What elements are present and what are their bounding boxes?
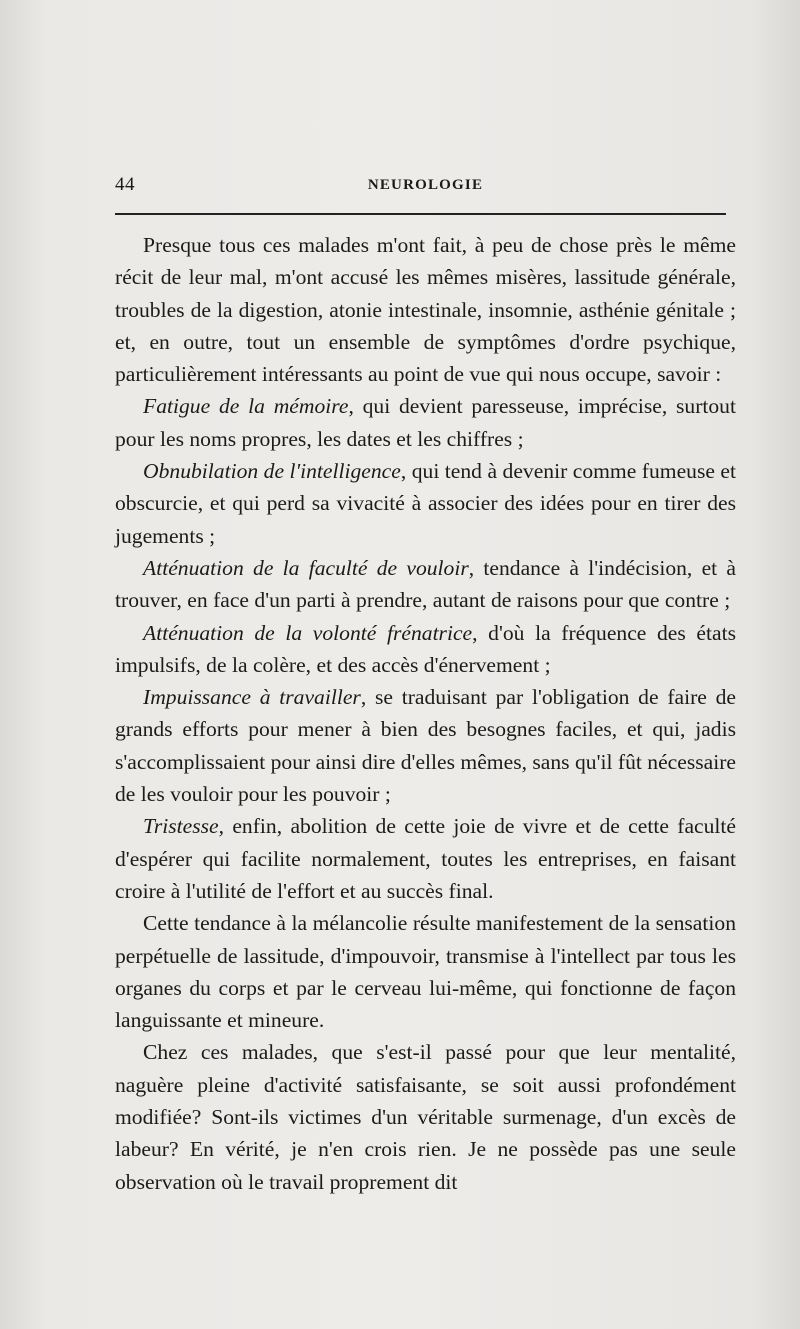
paragraph-text: , tendance à l'indécision, et à trouver, en face d'un parti à prendre, autant de raisons pour que contre ; — [115, 555, 736, 613]
header-rule — [115, 213, 726, 215]
paragraph-text: , enfin, abolition de cette joie de vivre et de cette faculté d'espérer qui facilite normalement, toutes les entreprises, en faisant croire à l'utilité de l'effort et au succès final. — [115, 814, 736, 903]
paragraph — [115, 390, 736, 455]
paragraph-lead-italic: Obnubilation de l'intelligence — [143, 459, 401, 484]
page-number: 44 — [115, 174, 135, 195]
paragraph-text: , qui devient paresseuse, imprécise, surtout pour les noms propres, les dates et les chiffres ; — [115, 394, 736, 451]
paragraph-text: , d'où la fréquence des états impulsifs, de la colère, et des accès d'énervement ; — [115, 620, 736, 677]
paragraph — [115, 552, 736, 617]
paragraph-lead-italic: Fatigue de la mémoire — [143, 394, 349, 419]
paragraph-text: , se traduisant par l'obligation de faire de grands efforts pour mener à bien des besognes faciles, et qui, jadis s'accomplissaient pour ainsi dire d'elles mêmes, sans qu'il fût nécessaire de les vouloir pour les pouvoir ; — [115, 685, 736, 807]
paragraph — [115, 229, 736, 390]
body-text — [115, 229, 736, 1198]
paragraph-lead-italic: Atténuation de la faculté de vouloir — [143, 555, 469, 580]
paragraph — [115, 1036, 736, 1197]
paragraph-text: , qui tend à devenir comme fumeuse et obscurcie, et qui perd sa vivacité à associer des idées pour en tirer des jugements ; — [115, 459, 736, 548]
paragraph — [115, 681, 736, 810]
paragraph-text: Chez ces malades, que s'est-il passé pour que leur mentalité, naguère pleine d'activité satisfaisante, se soit aussi profondément modifiée? Sont-ils victimes d'un véritable surmenage, d'un excès de labeur? En vérité, je n'en crois rien. Je ne possède pas une seule observation où le travail proprement dit — [115, 1040, 736, 1194]
paragraph — [115, 617, 736, 682]
paragraph-lead-italic: Atténuation de la volonté frénatrice — [143, 620, 473, 645]
paragraph-lead-italic: Tristesse — [143, 814, 219, 839]
paragraph-text: Presque tous ces malades m'ont fait, à peu de chose près le même récit de leur mal, m'ont accusé les mêmes misères, lassitude générale, troubles de la digestion, atonie intestinale, insomnie, asthénie génitale ; et, en outre, tout un ensemble de symptômes d'ordre psychique, particulièrement intéressants au point de vue qui nous occupe, savoir : — [115, 233, 736, 387]
paragraph — [115, 455, 736, 552]
page-header — [115, 174, 736, 198]
paragraph-lead-italic: Impuissance à travailler — [143, 685, 361, 710]
paragraph — [115, 810, 736, 907]
running-title: NEUROLOGIE — [367, 177, 484, 193]
paragraph-text: Cette tendance à la mélancolie résulte manifestement de la sensation perpétuelle de lassitude, d'impouvoir, transmise à l'intellect par tous les organes du corps et par le cerveau lui-même, qui fonctionne de façon languissante et mineure. — [115, 911, 736, 1033]
paragraph — [115, 907, 736, 1036]
